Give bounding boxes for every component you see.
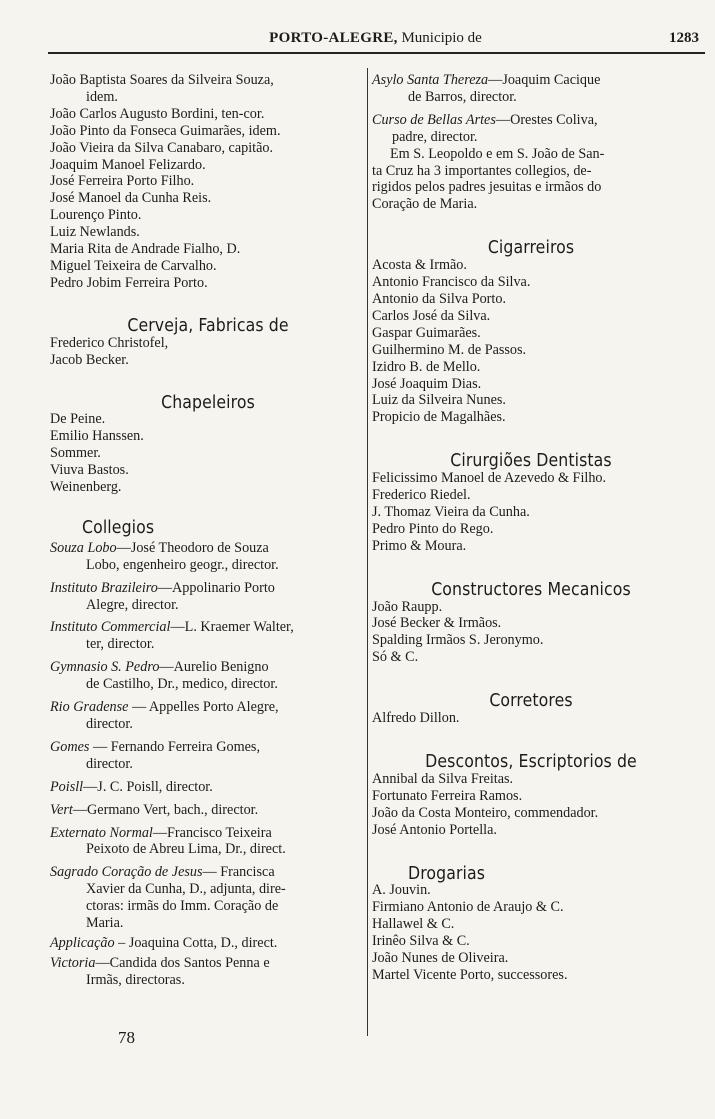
list-item: João Carlos Augusto Bordini, ten-cor. <box>50 105 265 122</box>
collegio-name: Poisll <box>50 778 84 795</box>
collegio-text: —José Theodoro de Souza <box>116 539 269 556</box>
collegio-entry <box>50 825 366 842</box>
list-item: Martel Vicente Porto, successores. <box>372 966 568 983</box>
collegio-name: Souza Lobo <box>50 539 117 556</box>
list-item: Viuva Bastos. <box>50 462 129 479</box>
left-column <box>50 72 366 989</box>
collegio-text: ctoras: irmãs do Imm. Coração de <box>86 898 279 915</box>
list-item: Irinêo Silva & C. <box>372 933 470 950</box>
list-item: Luiz da Silveira Nunes. <box>372 392 506 409</box>
list-item: Miguel Teixeira de Carvalho. <box>50 257 217 274</box>
list-item: Felicissimo Manoel de Azevedo & Filho. <box>372 470 607 487</box>
collegio-entry <box>50 619 366 636</box>
section-heading-constructores: Constructores Mecanicos <box>431 579 631 600</box>
paragraph-line: Coração de Maria. <box>372 196 478 213</box>
list-item: Antonio Francisco da Silva. <box>372 274 531 291</box>
page-number: 78 <box>118 1028 135 1047</box>
collegio-text: —L. Kraemer Walter, <box>170 619 294 636</box>
collegio-text: —Aurelio Benigno <box>159 659 269 676</box>
running-header <box>48 30 703 50</box>
collegio-text: —Candida dos Santos Penna e <box>95 954 270 971</box>
list-item: Gaspar Guimarães. <box>372 324 481 341</box>
collegio-entry <box>50 864 366 881</box>
collegio-entry <box>50 540 366 557</box>
list-item: A. Jouvin. <box>372 882 431 899</box>
collegio-entry <box>50 802 366 819</box>
list-item: Jacob Becker. <box>50 351 129 368</box>
list-item: Frederico Riedel. <box>372 487 471 504</box>
right-column <box>372 72 690 984</box>
list-item: Emilio Hanssen. <box>50 428 144 445</box>
collegio-text: —Francisco Teixeira <box>152 824 272 841</box>
header-title <box>48 30 703 47</box>
collegio-text: – Joaquina Cotta, D., direct. <box>114 934 278 951</box>
list-item: Carlos José da Silva. <box>372 307 491 324</box>
collegio-text: padre, director. <box>392 128 478 145</box>
collegio-name: Applicação <box>50 934 115 951</box>
collegio-text: —Joaquim Cacique <box>488 72 601 88</box>
section-heading-descontos: Descontos, Escriptorios de <box>425 752 637 772</box>
collegio-text: Alegre, director. <box>86 596 179 613</box>
collegio-text: Lobo, engenheiro geogr., director. <box>86 556 279 573</box>
section-heading-corretores: Corretores <box>489 691 573 712</box>
collegio-text: —Orestes Coliva, <box>495 111 598 128</box>
collegio-name: Curso de Bellas Artes <box>372 111 496 128</box>
list-item: Annibal da Silva Freitas. <box>372 770 514 787</box>
paragraph-line: ta Cruz ha 3 importantes collegios, de- <box>372 162 592 179</box>
section-heading-dentistas: Cirurgiões Dentistas <box>450 451 612 472</box>
collegio-name: Gomes <box>50 738 90 755</box>
list-item: João Raupp. <box>372 598 443 615</box>
header-municipio: Municipio de <box>401 30 482 46</box>
list-item: Hallawel & C. <box>372 916 455 933</box>
collegio-text: Xavier da Cunha, D., adjunta, dire- <box>86 881 286 898</box>
collegio-entry <box>50 955 366 972</box>
list-item: Antonio da Silva Porto. <box>372 290 506 307</box>
list-item: João Vieira da Silva Canabaro, capitão. <box>50 139 274 156</box>
collegio-text: ter, director. <box>86 636 155 653</box>
collegio-text: Irmãs, directoras. <box>86 971 185 988</box>
collegio-text: director. <box>86 716 133 732</box>
collegio-entry <box>50 739 366 756</box>
header-city: PORTO-ALEGRE, <box>269 30 398 46</box>
list-item: De Peine. <box>50 411 106 428</box>
collegio-text: director. <box>86 755 133 772</box>
list-item: Acosta & Irmão. <box>372 257 467 274</box>
list-item: Guilhermino M. de Passos. <box>372 341 527 358</box>
list-item: Lourenço Pinto. <box>50 207 142 224</box>
collegio-entry <box>50 659 366 676</box>
collegio-text: de Barros, director. <box>408 88 517 105</box>
list-item: Joaquim Manoel Felizardo. <box>50 156 206 173</box>
collegio-entry <box>372 112 690 129</box>
collegio-name: Instituto Brazileiro <box>50 579 158 596</box>
section-heading-chapeleiros: Chapeleiros <box>161 392 255 413</box>
list-item: José Ferreira Porto Filho. <box>50 173 195 190</box>
collegio-name: Gymnasio S. Pedro <box>50 659 160 676</box>
list-item: Izidro B. de Mello. <box>372 358 481 375</box>
section-heading-cerveja: Cerveja, Fabricas de <box>127 315 289 336</box>
collegio-name: Victoria <box>50 954 96 971</box>
collegio-text: —J. C. Poisll, director. <box>83 778 213 795</box>
collegio-entry <box>50 699 366 716</box>
collegio-text: — Appelles Porto Alegre, <box>128 699 279 716</box>
collegio-text: Peixoto de Abreu Lima, Dr., direct. <box>86 841 286 858</box>
collegio-text: —Germano Vert, bach., director. <box>72 801 259 818</box>
list-item: João Baptista Soares da Silveira Souza, <box>50 72 274 88</box>
collegio-text: —Appolinario Porto <box>157 579 275 596</box>
list-item: Pedro Jobim Ferreira Porto. <box>50 274 208 291</box>
collegio-entry <box>372 72 690 89</box>
header-page-number: 1283 <box>669 30 699 46</box>
list-item: Pedro Pinto do Rego. <box>372 520 494 537</box>
list-item: José Joaquim Dias. <box>372 375 482 392</box>
collegio-text: Maria. <box>86 915 124 932</box>
list-item: Propicio de Magalhães. <box>372 409 506 426</box>
list-item: Weinenberg. <box>50 479 122 496</box>
list-item: Fortunato Ferreira Ramos. <box>372 787 523 804</box>
collegio-name: Rio Gradense <box>50 699 129 716</box>
collegio-name: Vert <box>50 801 73 818</box>
collegio-entry <box>50 580 366 597</box>
list-item: João Pinto da Fonseca Guimarães, idem. <box>50 122 281 139</box>
list-item: Spalding Irmãos S. Jeronymo. <box>372 632 544 649</box>
list-item: Maria Rita de Andrade Fialho, D. <box>50 241 241 258</box>
collegio-text: de Castilho, Dr., medico, director. <box>86 676 278 693</box>
list-item: José Manoel da Cunha Reis. <box>50 190 212 207</box>
list-item: Alfredo Dillon. <box>372 710 460 727</box>
collegio-text: — Fernando Ferreira Gomes, <box>89 738 261 755</box>
collegio-name: Externato Normal <box>50 824 153 841</box>
list-item: José Becker & Irmãos. <box>372 615 502 632</box>
list-item: Primo & Moura. <box>372 537 467 554</box>
collegio-text: — Francisca <box>202 864 275 881</box>
list-item: Só & C. <box>372 649 419 666</box>
list-item: Frederico Christofel, <box>50 334 169 351</box>
list-item: Luiz Newlands. <box>50 224 140 241</box>
collegio-name: Sagrado Coração de Jesus <box>50 864 203 881</box>
paragraph-line: rigidos pelos padres jesuitas e irmãos do <box>372 179 602 196</box>
section-heading-cigarreiros: Cigarreiros <box>487 238 575 259</box>
section-heading-drogarias: Drogarias <box>408 863 486 884</box>
list-item: José Antonio Portella. <box>372 821 497 838</box>
header-rule <box>48 52 705 54</box>
collegio-entry <box>50 779 366 796</box>
list-item: J. Thomaz Vieira da Cunha. <box>372 503 530 520</box>
list-item: Firmiano Antonio de Araujo & C. <box>372 899 564 916</box>
list-item: João da Costa Monteiro, commendador. <box>372 804 599 821</box>
list-item: João Nunes de Oliveira. <box>372 950 509 967</box>
section-heading-collegios: Collegios <box>82 517 155 538</box>
paragraph-line: Em S. Leopoldo e em S. João de San- <box>390 145 605 162</box>
list-item: Sommer. <box>50 445 101 462</box>
collegio-name: Instituto Commercial <box>50 619 171 636</box>
collegio-entry <box>50 935 366 952</box>
column-divider <box>367 68 368 1036</box>
collegio-name: Asylo Santa Thereza <box>372 72 489 88</box>
list-item: idem. <box>86 88 118 105</box>
